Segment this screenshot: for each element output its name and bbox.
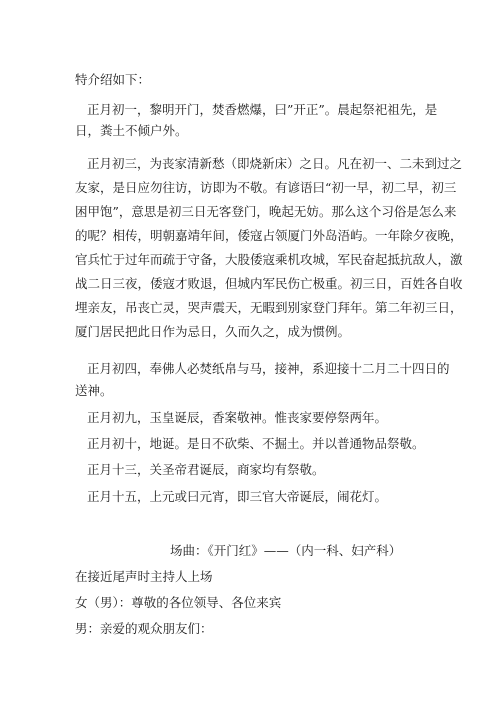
paragraph-line: 日，粪土不倾户外。 [75,123,188,138]
stage-direction: 在接近尾声时主持人上场 [75,569,213,584]
intro-text: 特介绍如下： [75,72,151,87]
paragraph-line: 正月初十，地诞。是日不砍柴、不掘土。并以普通物品祭敬。 [87,436,425,451]
paragraph-line: 正月十三，关圣帝君诞辰，商家均有祭敬。 [87,462,325,477]
paragraph-line: 战二日三夜，倭寇才败退，但城内军民伤亡极重。初三日，百姓各自收 [75,276,463,291]
paragraph-line: 埋亲友，吊丧亡灵，哭声震天，无暇到别家登门拜年。第二年初三日， [75,300,463,315]
paragraph-line: 困甲饱”，意思是初三日无客登门，晚起无妨。那么这个习俗是怎么来 [75,204,457,219]
paragraph-line: 送神。 [75,383,113,398]
paragraph-line: 正月初九，玉皇诞辰，香案敬神。惟丧家要停祭两年。 [87,410,388,425]
paragraph-line: 正月十五，上元或曰元宵，即三官大帝诞辰，闹花灯。 [87,489,388,504]
paragraph-line: 的呢？相传，明朝嘉靖年间，倭寇占领厦门外岛浯屿。一年除夕夜晚， [75,228,463,243]
paragraph-line: 厦门居民把此日作为忌日，久而久之，成为惯例。 [75,324,351,339]
music-cue: 场曲：《开门红》——（内一科、妇产科） [170,543,402,558]
dialogue-line: 女（男）：尊敬的各位领导、各位来宾 [75,595,282,610]
paragraph-line: 正月初四，奉佛人必焚纸帛与马，接神，系迎接十二月二十四日的 [87,361,450,376]
paragraph-line: 友家，是日应勿往访，访即为不敬。有谚语曰“初一早，初二早，初三 [75,180,457,195]
paragraph-line: 官兵忙于过年而疏于守备，大股倭寇乘机攻城，军民奋起抵抗敌人，激 [75,252,463,267]
dialogue-line: 男：亲爱的观众朋友们： [75,621,213,636]
paragraph-line: 正月初一，黎明开门，焚香燃爆，曰”开正”。晨起祭祀祖先，是 [87,102,438,117]
paragraph-line: 正月初三，为丧家清新愁（即烧新床）之日。凡在初一、二未到过之 [87,156,463,171]
